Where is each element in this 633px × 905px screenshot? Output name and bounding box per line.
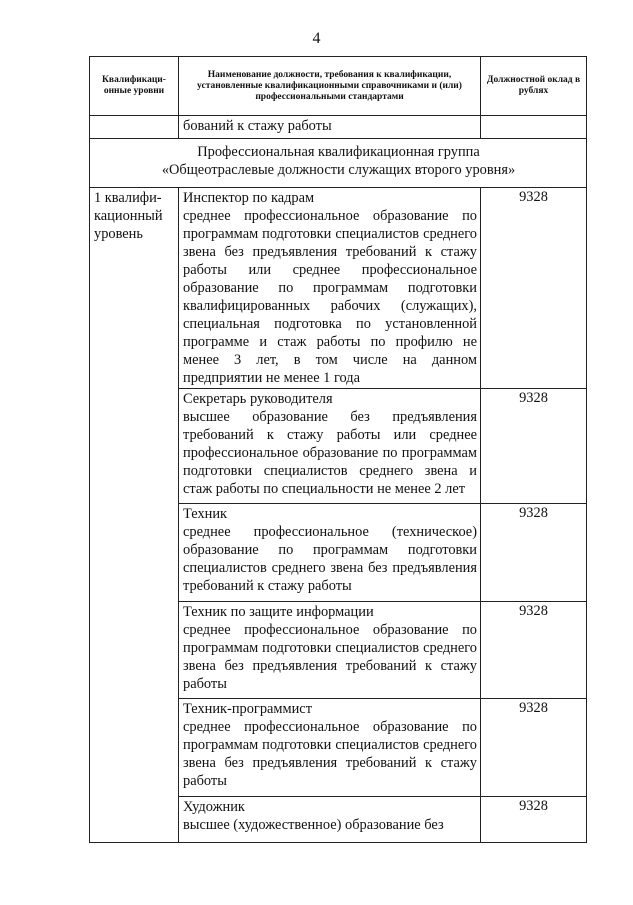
- position-cell: [179, 602, 481, 699]
- position-title: Техник: [183, 506, 228, 522]
- position-title: Художник: [183, 799, 245, 815]
- header-qualification-levels: Квалификаци-онные уровни: [90, 57, 179, 116]
- table-header-row: [90, 57, 587, 116]
- position-requirements: среднее профессиональное (техническое) образование по программам подготовки специалистов среднего звена без предъявления требований к стажу работы: [183, 524, 477, 594]
- salary-cell: 9328: [481, 389, 587, 504]
- group-title-line2: «Общеотраслевые должности служащих второго уровня»: [161, 162, 516, 178]
- page-number: 4: [312, 30, 321, 47]
- qualification-table: [89, 56, 587, 843]
- header-position-requirements: Наименование должности, требования к квалификации, установленные квалификационными справочниками и (или) профессиональными стандартами: [179, 57, 481, 116]
- continuation-row: [90, 116, 587, 139]
- position-requirements: среднее профессиональное образование по программам подготовки специалистов среднего звена без предъявления требований к стажу работы или среднее профессиональное образование по программам подготовки квалифицированных рабочих (служащих), специальная подготовка по установленной программе и стаж работы по профилю не менее 3 лет, в том числе на данном предприятии не менее 1 года: [183, 208, 477, 386]
- position-title: Секретарь руководителя: [183, 391, 333, 407]
- position-cell: [179, 699, 481, 797]
- position-cell: [179, 504, 481, 602]
- position-cell: [179, 389, 481, 504]
- table-row: [90, 188, 587, 389]
- level-cell: [90, 188, 179, 843]
- position-requirements: среднее профессиональное образование по программам подготовки специалистов среднего звена без предъявления требований к стажу работы: [183, 622, 477, 692]
- salary-cell: 9328: [481, 699, 587, 797]
- position-requirements: высшее (художественное) образование без: [183, 817, 444, 833]
- position-cell: [179, 188, 481, 389]
- salary-cell: 9328: [481, 602, 587, 699]
- group-title-row: [90, 139, 587, 188]
- position-cell: [179, 797, 481, 843]
- position-requirements: высшее образование без предъявления требований к стажу работы или среднее профессиональное образование по программам подготовки специалистов среднего звена и стаж работы по специальности не менее 2 лет: [183, 409, 477, 497]
- salary-cell: 9328: [481, 188, 587, 389]
- level-label: 1 квалифи-кационный уровень: [94, 190, 163, 242]
- position-title: Техник-программист: [183, 701, 312, 717]
- position-title: Инспектор по кадрам: [183, 190, 315, 206]
- salary-cell: 9328: [481, 797, 587, 843]
- position-title: Техник по защите информации: [183, 604, 374, 620]
- header-salary: Должностной оклад в рублях: [481, 57, 587, 116]
- continuation-text: бований к стажу работы: [179, 116, 481, 139]
- position-requirements: среднее профессиональное образование по программам подготовки специалистов среднего звена без предъявления требований к стажу работы: [183, 719, 477, 789]
- group-title-line1: Профессиональная квалификационная группа: [197, 144, 480, 160]
- group-title: [90, 139, 587, 188]
- salary-cell: 9328: [481, 504, 587, 602]
